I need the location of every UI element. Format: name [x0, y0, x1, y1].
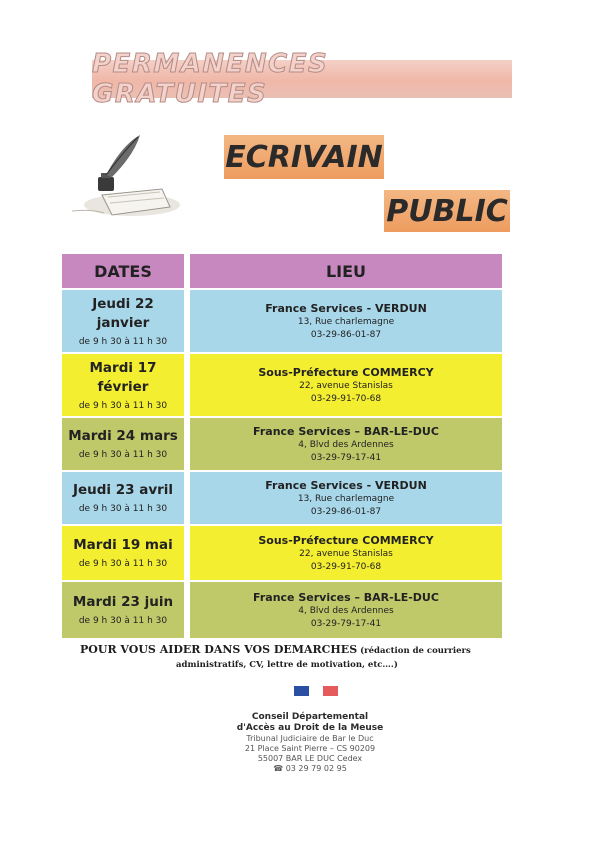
place-name: France Services – BAR-LE-DUC [253, 590, 439, 604]
date-cell [62, 582, 184, 638]
date-cell [62, 472, 184, 524]
date-cell [62, 290, 184, 352]
hours-text: de 9 h 30 à 11 h 30 [78, 450, 168, 460]
place-address: 22, avenue Stanislas [299, 380, 393, 391]
hours-text: de 9 h 30 à 11 h 30 [78, 504, 168, 514]
lieu-header: LIEU [190, 254, 502, 288]
title-banner [92, 49, 512, 109]
org-name-2: d'Accès au Droit de la Meuse [236, 723, 384, 733]
place-name: Sous-Préfecture COMMERCY [258, 365, 434, 379]
date-line1: Mardi 24 mars [68, 428, 178, 444]
org-address-1: Tribunal Judiciaire de Bar le Duc [246, 734, 374, 743]
date-cell [62, 418, 184, 470]
org-phone: ☎ 03 29 79 02 95 [273, 764, 347, 773]
table-row [62, 418, 502, 470]
place-address: 13, Rue charlemagne [297, 316, 395, 327]
location-cell [190, 354, 502, 416]
place-phone: 03-29-86-01-87 [310, 506, 382, 517]
place-address: 4, Blvd des Ardennes [298, 605, 394, 616]
page-title: PERMANENCES GRATUITES [92, 49, 329, 109]
help-main: POUR VOUS AIDER DANS VOS DEMARCHES [80, 643, 358, 656]
org-name-1: Conseil Départemental [251, 712, 369, 722]
date-line1: Mardi 19 mai [73, 537, 173, 553]
place-address: 13, Rue charlemagne [297, 493, 395, 504]
place-phone: 03-29-79-17-41 [310, 618, 382, 629]
french-flag-icon [294, 686, 338, 696]
place-name: France Services – BAR-LE-DUC [253, 424, 439, 438]
hours-text: de 9 h 30 à 11 h 30 [78, 400, 168, 411]
hours-text: de 9 h 30 à 11 h 30 [78, 616, 168, 626]
table-row [62, 354, 502, 416]
quill-inkwell-icon [62, 125, 182, 225]
place-phone: 03-29-79-17-41 [310, 452, 382, 463]
public-box [384, 190, 510, 232]
schedule-table [62, 254, 502, 638]
location-cell [190, 526, 502, 580]
place-name: Sous-Préfecture COMMERCY [258, 533, 434, 547]
location-cell [190, 472, 502, 524]
org-address-2: 21 Place Saint Pierre – CS 90209 [244, 744, 376, 753]
dates-header: DATES [62, 254, 184, 288]
place-address: 4, Blvd des Ardennes [298, 439, 394, 450]
date-cell [62, 354, 184, 416]
date-line2: janvier [96, 314, 150, 331]
ecrivain-label: ECRIVAIN [225, 139, 383, 175]
table-row [62, 526, 502, 580]
place-name: France Services - VERDUN [265, 301, 427, 315]
help-text [80, 641, 520, 672]
location-cell [190, 582, 502, 638]
date-line1: Jeudi 22 [92, 295, 154, 312]
ecrivain-box [224, 135, 384, 179]
hours-text: de 9 h 30 à 11 h 30 [78, 559, 168, 569]
help-paren-2: administratifs, CV, lettre de motivation, etc….) [176, 660, 398, 670]
table-row [62, 472, 502, 524]
org-logo [200, 712, 420, 774]
table-row [62, 582, 502, 638]
help-paren-1: (rédaction de courriers [357, 646, 471, 656]
place-phone: 03-29-86-01-87 [310, 329, 382, 340]
place-phone: 03-29-91-70-68 [310, 561, 382, 572]
date-cell [62, 526, 184, 580]
table-row [62, 290, 502, 352]
location-cell [190, 290, 502, 352]
date-line2: février [97, 378, 149, 395]
hours-text: de 9 h 30 à 11 h 30 [78, 336, 168, 347]
date-line1: Mardi 23 juin [72, 594, 174, 610]
org-address-3: 55007 BAR LE DUC Cedex [257, 754, 363, 763]
location-cell [190, 418, 502, 470]
date-line1: Jeudi 23 avril [72, 482, 174, 498]
place-phone: 03-29-91-70-68 [310, 393, 382, 404]
public-label: PUBLIC [386, 193, 508, 229]
date-line1: Mardi 17 [89, 359, 157, 376]
place-address: 22, avenue Stanislas [299, 548, 393, 559]
place-name: France Services - VERDUN [265, 478, 427, 492]
